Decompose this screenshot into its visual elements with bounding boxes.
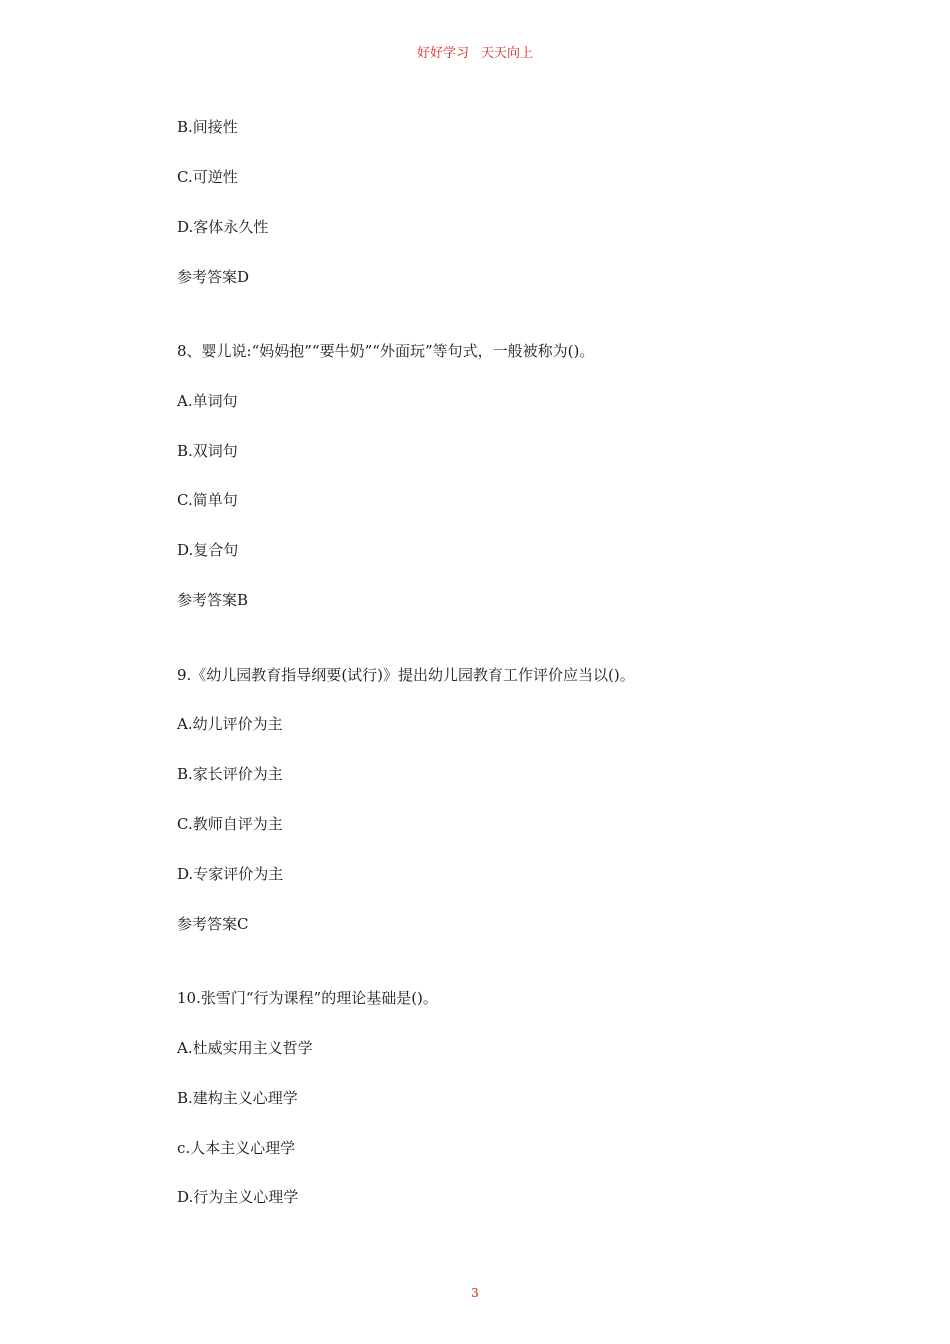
option-10d: D.行为主义心理学 [177, 1188, 299, 1206]
option-9c: C.教师自评为主 [177, 815, 283, 833]
page-number: 3 [471, 1286, 479, 1300]
option-9d: D.专家评价为主 [177, 865, 284, 883]
question-9: 9.《幼儿园教育指导纲要(试行)》提出幼儿园教育工作评价应当以()。 [177, 666, 635, 684]
answer-7: 参考答案D [177, 268, 250, 286]
option-10b: B.建构主义心理学 [177, 1089, 298, 1107]
option-9b: B.家长评价为主 [177, 765, 283, 783]
option-10c: c.人本主义心理学 [177, 1139, 296, 1157]
option-7d: D.客体永久性 [177, 218, 269, 236]
answer-9: 参考答案C [177, 915, 249, 933]
option-8d: D.复合句 [177, 541, 239, 559]
question-8: 8、婴儿说:“妈妈抱”“要牛奶”“外面玩”等句式，一般被称为()。 [177, 342, 595, 360]
question-10: 10.张雪门“行为课程”的理论基础是()。 [177, 989, 438, 1007]
option-7b: B.间接性 [177, 118, 238, 136]
option-9a: A.幼儿评价为主 [177, 715, 283, 733]
option-8a: A.单词句 [177, 392, 238, 410]
answer-8: 参考答案B [177, 591, 249, 609]
option-10a: A.杜威实用主义哲学 [177, 1039, 313, 1057]
header-motto-right: 天天向上 [481, 46, 534, 61]
header-motto-left: 好好学习 [416, 46, 469, 61]
option-7c: C.可逆性 [177, 168, 238, 186]
page-header [0, 42, 950, 61]
option-8b: B.双词句 [177, 442, 238, 460]
option-8c: C.简单句 [177, 491, 238, 509]
